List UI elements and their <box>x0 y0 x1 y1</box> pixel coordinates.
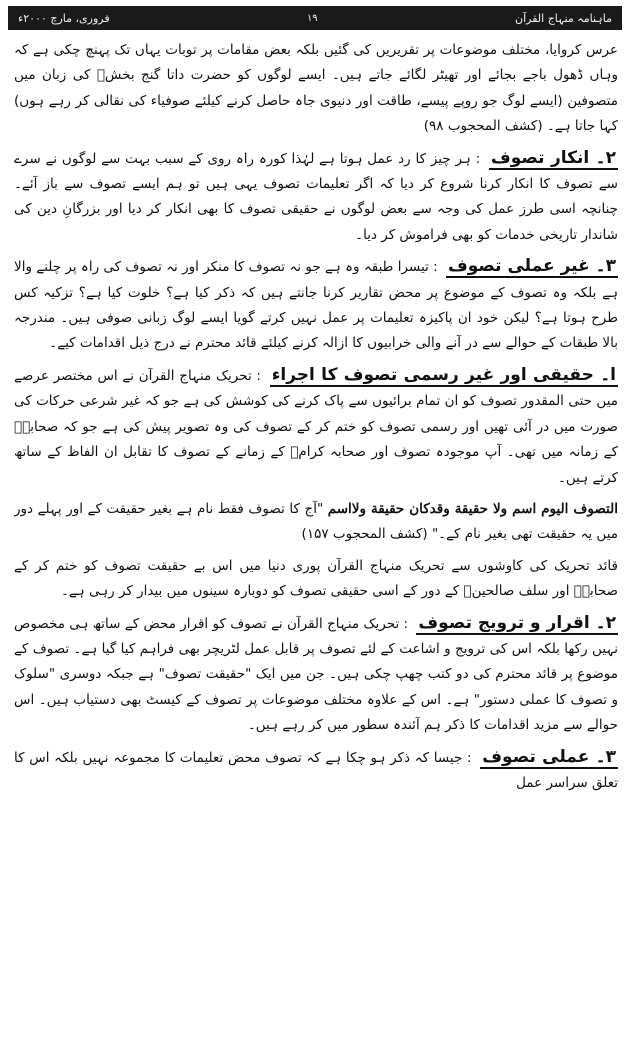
paragraph-amli: : جیسا کہ ذکر ہو چکا ہے کہ تصوف محض تعلیمات کا مجموعہ نہیں بلکہ اس کا تعلق سراسر عمل <box>14 749 618 791</box>
heading-ghair-amli: ۳۔ غیر عملی تصوف <box>448 256 616 277</box>
section-ghair-amli <box>14 254 618 357</box>
quote-block <box>14 497 618 548</box>
heading-iqrar-tarveej: ۲۔ اقرار و ترویج تصوف <box>418 612 616 633</box>
paragraph-inkar: : ہر چیز کا رد عمل ہوتا ہے لہٰذا کورہ راہ روی کے سبب بہت سے لوگوں نے سرے سے تصوف کا انکار کرنا شروع کر دیا کہ اگر تعلیمات تصوف یہی ہیں تو ہم ایسے تصوف سے باز آئے۔ چنانچہ اسی طرز عمل کی وجہ سے بعض لوگوں نے حقیقی تصوف کا بھی انکار کر دیا اور بزرگانِ دین کی شاندار تاریخی خدمات کو بھی فراموش کر دیا۔ <box>14 150 618 243</box>
arabic-quote: التصوف اليوم اسم ولا حقيقة وقدكان حقيقة ولااسم <box>327 500 618 517</box>
paragraph-iqrar: : تحریک منہاج القرآن نے تصوف کو اقرار محض کے ساتھ ہی مخصوص نہیں رکھا بلکہ اس کی ترویج و اشاعت کے لئے تصوف پر قابل عمل لٹریچر بھی فراہم کیا گیا ہے۔ تصوف کے موضوع پر قائد محترم کی دو کتب چھپ چکی ہیں۔ جن میں ایک "حقیقت تصوف" ہے جبکہ دوسری "سلوک و تصوف کا عملی دستور" ہے۔ اس کے علاوہ مختلف موضوعات پر تصوف کے کیسٹ بھی دستیاب ہیں۔ اس حوالے سے مزید اقدامات کا ذکر ہم آئندہ سطور میں کر رہے ہیں۔ <box>14 615 618 734</box>
heading-inkar-tasawwuf: ۲۔ انکار تصوف <box>490 147 616 168</box>
paragraph-urs: عرس کروایا، مختلف موضوعات پر تقریریں کی گئیں بلکہ بعض مقامات پر توبات یہاں تک پہنچ چکی ہے کہ وہاں ڈھول باجے بجائے اور تھیٹر لگائے جاتے ہیں۔ ایسے لوگوں کو حضرت داتا گنج بخشؒ کی زبان میں متصوفین (ایسے لوگ جو روپے پیسے، طاقت اور دنیوی جاہ حاصل کرنے کیلئے صوفیاء کی نقالی کر رہے ہوں) کہا جاتا ہے۔ (کشف المحجوب ۹۸) <box>14 42 618 135</box>
section-inkar-tasawwuf <box>14 146 618 249</box>
magazine-title: ماہنامہ منہاج القرآن <box>515 11 612 25</box>
article-body <box>14 38 618 1042</box>
paragraph-ghair-amli: : تیسرا طبقہ وہ ہے جو نہ تصوف کا منکر اور نہ تصوف کی راہ پر چلنے والا ہے بلکہ وہ تصوف کے موضوع پر محض تقاریر کرنا جانتے ہیں کہ ذکر کیا ہے؟ خلوت کیا ہے؟ تزکیہ کس طرح ہوتا ہے؟ لیکن خود ان پاکیزہ تعلیمات پر عمل نہیں کرتے گویا ایسے لوگ زبانی صوفی ہیں۔ مندرجہ بالا طبقات کے حوالے سے در آنے والی خرابیوں کا ازالہ کرنے کیلئے قائد محترم نے درج ذیل اقدامات کیے۔ <box>14 259 618 352</box>
paragraph-haqiqi: : تحریک منہاج القرآن نے اس مختصر عرصے میں حتی المقدور تصوف کو ان تمام برائیوں سے پاک کرنے کی کوشش کی ہے جو کہ غیر شرعی حرکات کی صورت میں در آئی تھیں اور رسمی تصوف کو ختم کر کے تصوف کی وہ تصویر پیش کی ہے جو کہ صحابہؓ کے زمانہ میں تھی۔ آپ موجودہ تصوف اور صحابہ کرامؓ کے زمانے کے تصوف کا تقابل ان الفاظ کے ساتھ کرتے ہیں۔ <box>14 367 618 486</box>
section-haqiqi-tasawwuf <box>14 363 618 491</box>
section-iqrar-tarveej <box>14 611 618 739</box>
issue-date: فروری، مارچ ۲۰۰۰ء <box>18 11 110 25</box>
section-amli-tasawwuf <box>14 745 618 797</box>
paragraph-qaid-tehreek: قائد تحریک کی کاوشوں سے تحریک منہاج القرآن پوری دنیا میں اس بے حقیقت تصوف کو ختم کر کے صحابہؓ اور سلف صالحینؒ کے دور کے اسی حقیقی تصوف کو دوبارہ سینوں میں بیدار کر رہی ہے۔ <box>14 557 618 600</box>
page-header <box>8 6 622 30</box>
heading-amli-tasawwuf: ۳۔ عملی تصوف <box>482 746 617 767</box>
quote-translation: "آج کا تصوف فقط نام ہے بغیر حقیقت کے اور پہلے دور میں یہ حقیقت تھی بغیر نام کے۔" (کشف المحجوب ۱۵۷) <box>14 500 618 543</box>
page-number: ۱۹ <box>306 12 318 24</box>
heading-haqiqi-tasawwuf: ا۔ حقیقی اور غیر رسمی تصوف کا اجراء <box>271 364 616 385</box>
